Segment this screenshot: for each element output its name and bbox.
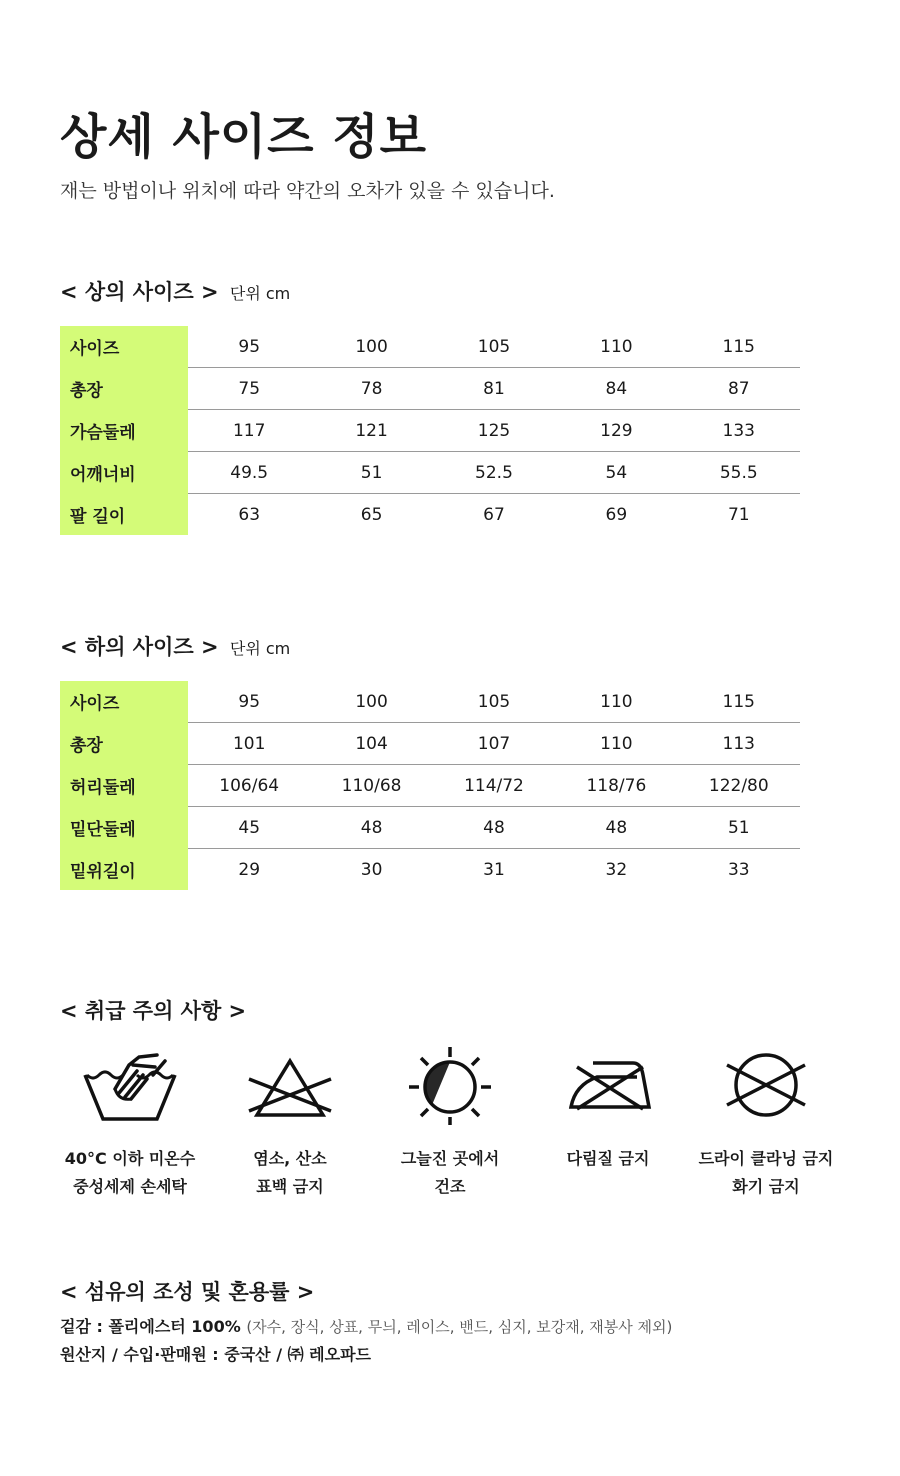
care-title: < 취급 주의 사항 >	[60, 999, 247, 1023]
table-cell: 125	[433, 410, 555, 452]
table-row	[60, 494, 800, 536]
table-cell: 110/68	[310, 765, 432, 807]
care-item-no-dry-clean	[681, 1045, 851, 1201]
table-cell: 48	[310, 807, 432, 849]
row-header: 어깨너비	[60, 452, 188, 494]
row-header: 총장	[60, 723, 188, 765]
care-label-line2: 화기 금지	[732, 1177, 800, 1196]
care-label-line1: 그늘진 곳에서	[400, 1149, 500, 1168]
table-cell: 129	[555, 410, 677, 452]
table-cell: 48	[433, 807, 555, 849]
table-cell: 122/80	[678, 765, 800, 807]
table-row	[60, 368, 800, 410]
table-cell: 54	[555, 452, 677, 494]
table-cell: 49.5	[188, 452, 310, 494]
dry-in-shade-icon	[395, 1045, 505, 1125]
table-cell: 63	[238, 504, 261, 525]
table-cell: 95	[188, 326, 310, 368]
table-cell: 29	[238, 859, 261, 880]
row-header: 총장	[60, 368, 188, 410]
row-header: 밑단둘레	[60, 807, 188, 849]
table-cell: 118/76	[555, 765, 677, 807]
table-cell: 114/72	[433, 765, 555, 807]
fabric-composition-note: (자수, 장식, 상표, 무늬, 레이스, 밴드, 심지, 보강재, 재봉사 제외)	[246, 1318, 673, 1336]
row-header: 밑위길이	[60, 849, 188, 891]
row-header: 허리둘레	[60, 765, 188, 807]
table-cell: 87	[678, 368, 800, 410]
table-cell: 33	[727, 859, 750, 880]
row-header: 사이즈	[60, 326, 188, 368]
care-label-line1: 염소, 산소	[253, 1149, 327, 1168]
table-cell: 101	[188, 723, 310, 765]
bottom-size-title: < 하의 사이즈 >	[60, 635, 219, 659]
row-header: 가슴둘레	[60, 410, 188, 452]
hand-wash-icon	[75, 1045, 185, 1125]
table-cell: 30	[360, 859, 383, 880]
table-cell: 51	[678, 807, 800, 849]
fabric-origin: 원산지 / 수입·판매원 : 중국산 / ㈜ 레오파드	[60, 1345, 371, 1364]
table-row	[60, 326, 800, 368]
no-iron-icon	[553, 1045, 663, 1125]
care-icons-row	[0, 1045, 900, 1195]
page-subtitle: 재는 방법이나 위치에 따라 약간의 오차가 있을 수 있습니다.	[60, 180, 555, 202]
no-dry-clean-icon	[711, 1045, 821, 1125]
page-title: 상세 사이즈 정보	[60, 109, 427, 165]
table-cell: 104	[310, 723, 432, 765]
table-row	[60, 849, 800, 891]
table-cell: 71	[727, 504, 750, 525]
fabric-title: < 섬유의 조성 및 혼용률 >	[60, 1280, 315, 1304]
top-size-heading	[60, 276, 290, 306]
bottom-size-table	[60, 681, 800, 890]
bottom-size-heading	[60, 631, 290, 661]
table-cell: 75	[188, 368, 310, 410]
no-bleach-icon	[235, 1045, 345, 1125]
table-cell: 110	[555, 723, 677, 765]
care-label-line1: 다림질 금지	[566, 1149, 650, 1168]
care-item-no-iron	[523, 1045, 693, 1173]
table-cell: 32	[605, 859, 628, 880]
care-label-line2: 건조	[434, 1177, 466, 1196]
table-row	[60, 681, 800, 723]
table-cell: 110	[555, 681, 677, 723]
table-row	[60, 765, 800, 807]
table-row	[60, 807, 800, 849]
table-cell: 107	[433, 723, 555, 765]
table-cell: 65	[360, 504, 383, 525]
table-cell: 133	[678, 410, 800, 452]
table-cell: 81	[433, 368, 555, 410]
table-cell: 48	[555, 807, 677, 849]
table-cell: 67	[483, 504, 505, 525]
top-size-table	[60, 326, 800, 535]
table-cell: 78	[310, 368, 432, 410]
care-label-line1: 드라이 클라닝 금지	[698, 1149, 834, 1168]
care-item-no-bleach	[205, 1045, 375, 1201]
fabric-composition-line	[60, 1314, 672, 1337]
row-header: 팔 길이	[60, 494, 188, 536]
table-cell: 51	[310, 452, 432, 494]
table-cell: 115	[678, 326, 800, 368]
bottom-size-unit: 단위 cm	[229, 639, 291, 658]
table-cell: 95	[188, 681, 310, 723]
row-header: 사이즈	[60, 681, 188, 723]
table-cell: 52.5	[433, 452, 555, 494]
table-row	[60, 723, 800, 765]
table-cell: 69	[605, 504, 628, 525]
fabric-composition: 겉감 : 폴리에스터 100%	[60, 1317, 241, 1336]
table-cell: 117	[188, 410, 310, 452]
table-cell: 31	[483, 859, 505, 880]
table-cell: 84	[555, 368, 677, 410]
table-cell: 55.5	[678, 452, 800, 494]
table-cell: 45	[188, 807, 310, 849]
care-label-line2: 표백 금지	[256, 1177, 324, 1196]
care-item-dry-in-shade	[365, 1045, 535, 1201]
table-cell: 105	[433, 681, 555, 723]
care-item-hand-wash	[45, 1045, 215, 1201]
care-label-line2: 중성세제 손세탁	[73, 1177, 187, 1196]
table-cell: 100	[310, 326, 432, 368]
table-cell: 110	[555, 326, 677, 368]
table-cell: 100	[310, 681, 432, 723]
table-cell: 105	[433, 326, 555, 368]
table-row	[60, 410, 800, 452]
table-cell: 121	[310, 410, 432, 452]
top-size-unit: 단위 cm	[229, 284, 291, 303]
care-label-line1: 40°C 이하 미온수	[64, 1149, 196, 1168]
table-cell: 115	[678, 681, 800, 723]
table-cell: 106/64	[188, 765, 310, 807]
top-size-title: < 상의 사이즈 >	[60, 280, 219, 304]
table-row	[60, 452, 800, 494]
table-cell: 113	[678, 723, 800, 765]
